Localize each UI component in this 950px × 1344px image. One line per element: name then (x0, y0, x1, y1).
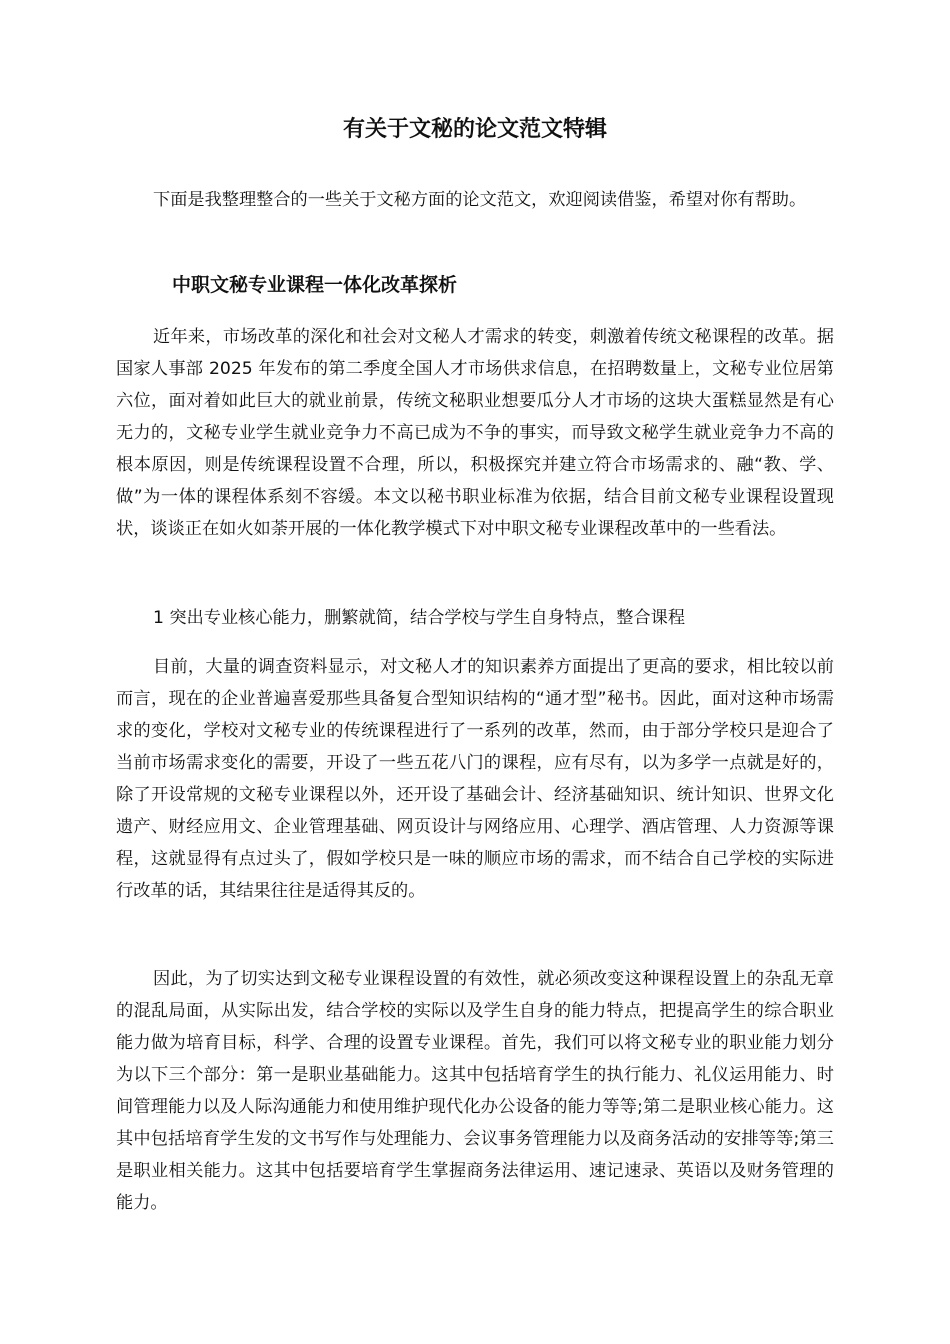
intro-paragraph: 下面是我整理整合的一些关于文秘方面的论文范文，欢迎阅读借鉴，希望对你有帮助。 (153, 190, 807, 210)
body-paragraph-1: 近年来，市场改革的深化和社会对文秘人才需求的转变，刺激着传统文秘课程的改革。据国家人事部 2025 年发布的第二季度全国人才市场供求信息，在招聘数量上，文秘专业位居第六位，面对着如此巨大的就业前景，传统文秘职业想要瓜分人才市场的这块大蛋糕显然是有心无力的，文秘专业学生就业竞争力不高已成为不争的事实，而导致文秘学生就业竞争力不高的根本原因，则是传统课程设置不合理，所以，积极探究并建立符合市场需求的、融“教、学、做”为一体的课程体系刻不容缓。本文以秘书职业标准为依据，结合目前文秘专业课程设置现状，谈谈正在如火如荼开展的一体化教学模式下对中职文秘专业课程改革中的一些看法。 (116, 327, 834, 539)
document-title: 有关于文秘的论文范文特辑 (342, 117, 607, 142)
body-paragraph-2: 目前，大量的调查资料显示，对文秘人才的知识素养方面提出了更高的要求，相比较以前而言，现在的企业普遍喜爱那些具备复合型知识结构的“通才型”秘书。因此，面对这种市场需求的变化，学校对文秘专业的传统课程进行了一系列的改革，然而，由于部分学校只是迎合了当前市场需求变化的需要，开设了一些五花八门的课程，应有尽有，以为多学一点就是好的，除了开设常规的文秘专业课程以外，还开设了基础会计、经济基础知识、统计知识、世界文化遗产、财经应用文、企业管理基础、网页设计与网络应用、心理学、酒店管理、人力资源等课程，这就显得有点过头了，假如学校只是一味的顺应市场的需求，而不结合自己学校的实际进行改革的话，其结果往往是适得其反的。 (116, 657, 834, 901)
body-paragraph-3: 因此，为了切实达到文秘专业课程设置的有效性，就必须改变这种课程设置上的杂乱无章的混乱局面，从实际出发，结合学校的实际以及学生自身的能力特点，把提高学生的综合职业能力做为培育目标，科学、合理的设置专业课程。首先，我们可以将文秘专业的职业能力划分为以下三个部分：第一是职业基础能力。这其中包括培育学生的执行能力、礼仪运用能力、时间管理能力以及人际沟通能力和使用维护现代化办公设备的能力等等;第二是职业核心能力。这其中包括培育学生发的文书写作与处理能力、会议事务管理能力以及商务活动的安排等等;第三是职业相关能力。这其中包括要培育学生掌握商务法律运用、速记速录、英语以及财务管理的能力。 (116, 969, 834, 1213)
section-heading: 中职文秘专业课程一体化改革探析 (172, 274, 458, 296)
subheading-1: 1 突出专业核心能力，删繁就简，结合学校与学生自身特点，整合课程 (153, 608, 686, 628)
